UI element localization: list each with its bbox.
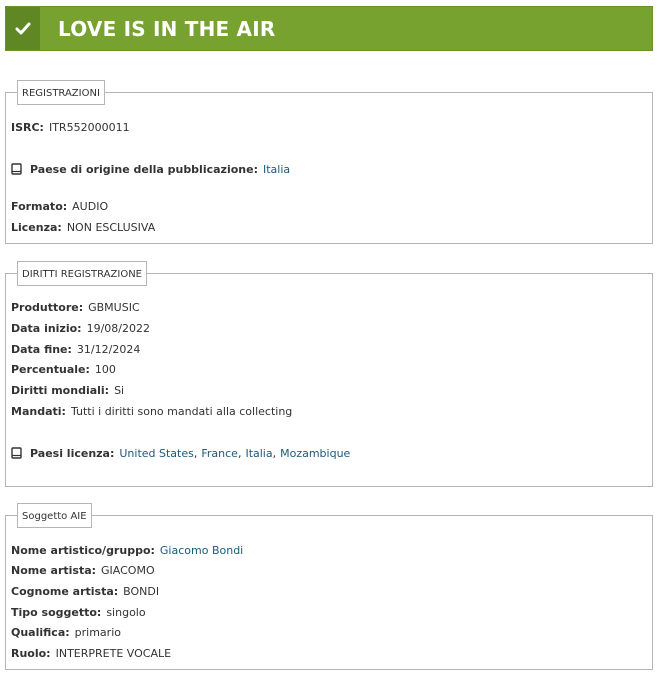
cognome-artista-row (11, 585, 159, 599)
tipo-soggetto-value: singolo (106, 606, 146, 619)
qualifica-value: primario (74, 626, 121, 639)
page-header (5, 6, 653, 51)
mandati-row (11, 405, 292, 419)
nome-artista-label: Nome artista: (11, 564, 97, 577)
formato-value: AUDIO (72, 200, 109, 213)
isrc-label: ISRC: (11, 121, 44, 134)
qualifica-label: Qualifica: (11, 626, 70, 639)
qualifica-row (11, 626, 121, 640)
data-fine-label: Data fine: (11, 343, 72, 356)
diritti-mondiali-row (11, 384, 124, 398)
cognome-artista-label: Cognome artista: (11, 585, 119, 598)
country-link[interactable]: Italia (245, 447, 273, 460)
mandati-value: Tutti i diritti sono mandati alla collecting (70, 405, 293, 418)
tipo-soggetto-row (11, 606, 146, 620)
produttore-value: GBMUSIC (88, 301, 140, 314)
paesi-licenza-label: Paesi licenza: (30, 447, 115, 460)
nome-gruppo-row (11, 544, 243, 558)
book-icon (11, 163, 22, 179)
soggetto-legend: Soggetto AIE (17, 503, 92, 528)
formato-row (11, 200, 108, 214)
data-inizio-value: 19/08/2022 (86, 322, 150, 335)
diritti-mondiali-label: Diritti mondiali: (11, 384, 110, 397)
data-inizio-row (11, 322, 150, 336)
isrc-row (11, 121, 130, 135)
country-link[interactable]: France (201, 447, 238, 460)
percentuale-label: Percentuale: (11, 363, 90, 376)
check-icon (6, 7, 40, 50)
country-link[interactable]: United States (119, 447, 194, 460)
produttore-label: Produttore: (11, 301, 84, 314)
page-title: LOVE IS IN THE AIR (58, 16, 276, 41)
data-inizio-label: Data inizio: (11, 322, 82, 335)
data-fine-row (11, 343, 140, 357)
paese-row (11, 163, 290, 179)
nome-gruppo-link[interactable]: Giacomo Bondi (159, 544, 244, 557)
country-link[interactable]: Mozambique (280, 447, 351, 460)
tipo-soggetto-label: Tipo soggetto: (11, 606, 102, 619)
produttore-row (11, 301, 140, 315)
licenza-label: Licenza: (11, 221, 62, 234)
ruolo-value: INTERPRETE VOCALE (55, 647, 172, 660)
paesi-licenza-row: Paesi licenza: United States, France, Italia, Mozambique (11, 447, 350, 463)
licenza-value: NON ESCLUSIVA (66, 221, 156, 234)
cognome-artista-value: BONDI (123, 585, 160, 598)
book-icon (11, 447, 22, 463)
paese-link[interactable]: Italia (262, 163, 291, 176)
formato-label: Formato: (11, 200, 68, 213)
isrc-value: ITR552000011 (48, 121, 130, 134)
diritti-legend: DIRITTI REGISTRAZIONE (17, 261, 147, 286)
ruolo-label: Ruolo: (11, 647, 51, 660)
ruolo-row (11, 647, 171, 661)
percentuale-value: 100 (94, 363, 116, 376)
paese-label: Paese di origine della pubblicazione: (30, 163, 258, 176)
data-fine-value: 31/12/2024 (76, 343, 141, 356)
percentuale-row (11, 363, 116, 377)
registrazioni-legend: REGISTRAZIONI (17, 80, 105, 105)
licenza-row (11, 221, 155, 235)
nome-artista-value: GIACOMO (101, 564, 155, 577)
nome-gruppo-label: Nome artistico/gruppo: (11, 544, 155, 557)
mandati-label: Mandati: (11, 405, 66, 418)
nome-artista-row (11, 564, 155, 578)
diritti-mondiali-value: Si (114, 384, 125, 397)
